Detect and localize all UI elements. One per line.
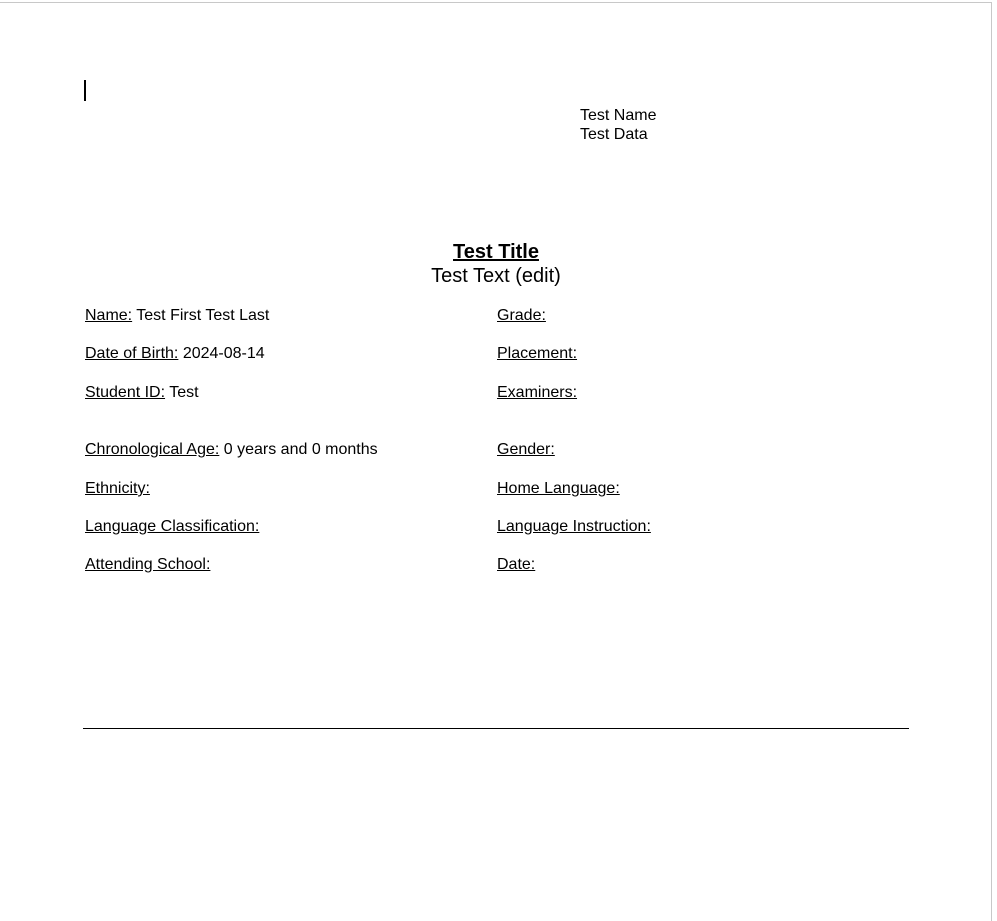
field-placement[interactable] bbox=[497, 344, 577, 364]
horizontal-rule bbox=[83, 728, 909, 729]
field-name-value: Test First Test Last bbox=[136, 307, 270, 324]
report-subtitle[interactable]: Test Text (edit) bbox=[431, 265, 561, 287]
field-ethnicity-label: Ethnicity: bbox=[85, 480, 150, 497]
field-student-id-label: Student ID: bbox=[85, 384, 166, 401]
field-dob-value: 2024-08-14 bbox=[182, 345, 265, 362]
field-name[interactable] bbox=[85, 306, 269, 326]
field-ethnicity[interactable] bbox=[85, 479, 150, 499]
field-grade-label: Grade: bbox=[497, 307, 546, 324]
header-line-name[interactable]: Test Name bbox=[580, 107, 657, 124]
document-page[interactable] bbox=[0, 2, 992, 921]
field-chronological-age[interactable] bbox=[85, 440, 378, 460]
field-language-instruction-label: Language Instruction: bbox=[497, 518, 651, 535]
report-title[interactable]: Test Title bbox=[453, 241, 539, 263]
field-student-id[interactable] bbox=[85, 383, 199, 403]
field-home-language-label: Home Language: bbox=[497, 480, 620, 497]
field-language-instruction[interactable] bbox=[497, 517, 651, 537]
field-gender-label: Gender: bbox=[497, 441, 555, 458]
header-line-data[interactable]: Test Data bbox=[580, 126, 648, 143]
field-date[interactable] bbox=[497, 555, 535, 575]
field-attending-school[interactable] bbox=[85, 555, 210, 575]
field-date-label: Date: bbox=[497, 556, 536, 573]
field-gender[interactable] bbox=[497, 440, 555, 460]
field-placement-label: Placement: bbox=[497, 345, 578, 362]
field-attending-school-label: Attending School: bbox=[85, 556, 211, 573]
field-grade[interactable] bbox=[497, 306, 546, 326]
field-home-language[interactable] bbox=[497, 479, 620, 499]
field-examiners[interactable] bbox=[497, 383, 577, 403]
page-header bbox=[580, 106, 656, 144]
text-cursor bbox=[84, 80, 86, 101]
field-chronological-age-label: Chronological Age: bbox=[85, 441, 220, 458]
field-name-label: Name: bbox=[85, 307, 133, 324]
field-examiners-label: Examiners: bbox=[497, 384, 578, 401]
field-language-classification-label: Language Classification: bbox=[85, 518, 260, 535]
field-language-classification[interactable] bbox=[85, 517, 259, 537]
field-chronological-age-value: 0 years and 0 months bbox=[223, 441, 378, 458]
field-dob[interactable] bbox=[85, 344, 265, 364]
field-dob-label: Date of Birth: bbox=[85, 345, 179, 362]
field-student-id-value: Test bbox=[169, 384, 199, 401]
